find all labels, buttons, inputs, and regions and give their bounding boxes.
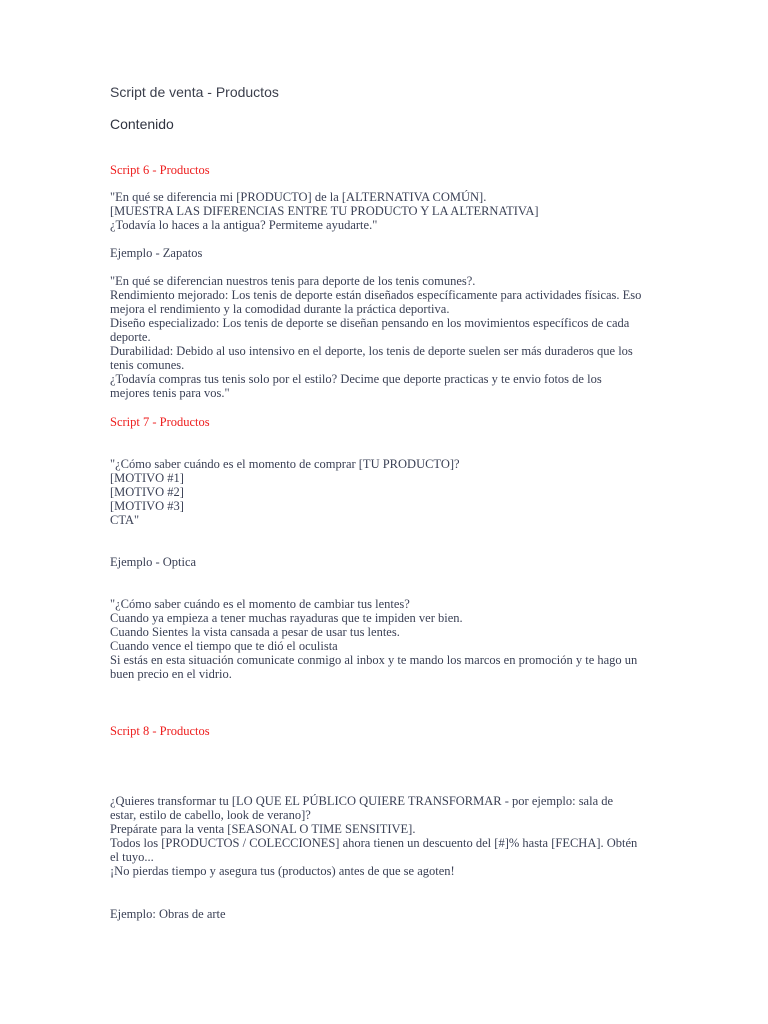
script-7-example-line: Cuando vence el tiempo que te dió el oculista xyxy=(110,639,338,653)
script-7-example-line: Cuando Sientes la vista cansada a pesar de usar tus lentes. xyxy=(110,625,400,639)
script-6-example-line: mejores tenis para vos." xyxy=(110,386,230,400)
script-8-heading: Script 8 - Productos xyxy=(110,724,210,738)
script-7-template-line: "¿Cómo saber cuándo es el momento de comprar [TU PRODUCTO]? xyxy=(110,457,460,471)
script-7-template-line: CTA" xyxy=(110,513,140,527)
script-8-template xyxy=(110,794,670,878)
script-7-template-line: [MOTIVO #1] xyxy=(110,471,184,485)
script-7-example xyxy=(110,597,670,681)
contents-heading: Contenido xyxy=(110,116,174,132)
script-6-example-line: tenis comunes. xyxy=(110,358,185,372)
script-8-template-line: Todos los [PRODUCTOS / COLECCIONES] ahora tienen un descuento del [#]% hasta [FECHA]. Obtén xyxy=(110,836,638,850)
script-7-example-line: buen precio en el vidrio. xyxy=(110,667,232,681)
script-7-example-line: Cuando ya empieza a tener muchas rayaduras que te impiden ver bien. xyxy=(110,611,463,625)
script-8-template-line: el tuyo... xyxy=(110,850,154,864)
script-6-example-line: Durabilidad: Debido al uso intensivo en el deporte, los tenis de deporte suelen ser más duraderos que los xyxy=(110,344,633,358)
script-7-template-line: [MOTIVO #3] xyxy=(110,499,184,513)
script-8-template-line: ¡No pierdas tiempo y asegura tus (productos) antes de que se agoten! xyxy=(110,864,455,878)
script-7-heading: Script 7 - Productos xyxy=(110,415,210,429)
script-6-template-line: ¿Todavía lo haces a la antigua? Permiteme ayudarte." xyxy=(110,218,378,232)
script-6-template xyxy=(110,190,670,232)
script-6-example-line: deporte. xyxy=(110,330,151,344)
script-8-template-line: Prepárate para la venta [SEASONAL O TIME SENSITIVE]. xyxy=(110,822,416,836)
script-8-example-label: Ejemplo: Obras de arte xyxy=(110,907,226,921)
script-6-template-line: "En qué se diferencia mi [PRODUCTO] de la [ALTERNATIVA COMÚN]. xyxy=(110,190,487,204)
script-7-example-line: "¿Cómo saber cuándo es el momento de cambiar tus lentes? xyxy=(110,597,410,611)
script-8-template-line: ¿Quieres transformar tu [LO QUE EL PÚBLICO QUIERE TRANSFORMAR - por ejemplo: sala de xyxy=(110,794,614,808)
script-7-template xyxy=(110,457,670,527)
script-6-template-line: [MUESTRA LAS DIFERENCIAS ENTRE TU PRODUCTO Y LA ALTERNATIVA] xyxy=(110,204,539,218)
script-8-template-line: estar, estilo de cabello, look de verano]? xyxy=(110,808,311,822)
script-6-example-line: Diseño especializado: Los tenis de deporte se diseñan pensando en los movimientos específicos de cada xyxy=(110,316,630,330)
script-6-heading: Script 6 - Productos xyxy=(110,163,210,177)
script-7-template-line: [MOTIVO #2] xyxy=(110,485,184,499)
script-6-example-label: Ejemplo - Zapatos xyxy=(110,246,203,260)
document-title: Script de venta - Productos xyxy=(110,84,279,100)
script-6-example-line: Rendimiento mejorado: Los tenis de deporte están diseñados específicamente para actividades físicas. Eso xyxy=(110,288,642,302)
script-7-example-label: Ejemplo - Optica xyxy=(110,555,197,569)
script-6-example xyxy=(110,274,670,400)
script-6-example-line: mejora el rendimiento y la comodidad durante la práctica deportiva. xyxy=(110,302,450,316)
script-6-example-line: ¿Todavía compras tus tenis solo por el estilo? Decime que deporte practicas y te envio fotos de los xyxy=(110,372,602,386)
script-7-example-line: Si estás en esta situación comunicate conmigo al inbox y te mando los marcos en promoción y te hago un xyxy=(110,653,638,667)
script-6-example-line: "En qué se diferencian nuestros tenis para deporte de los tenis comunes?. xyxy=(110,274,476,288)
